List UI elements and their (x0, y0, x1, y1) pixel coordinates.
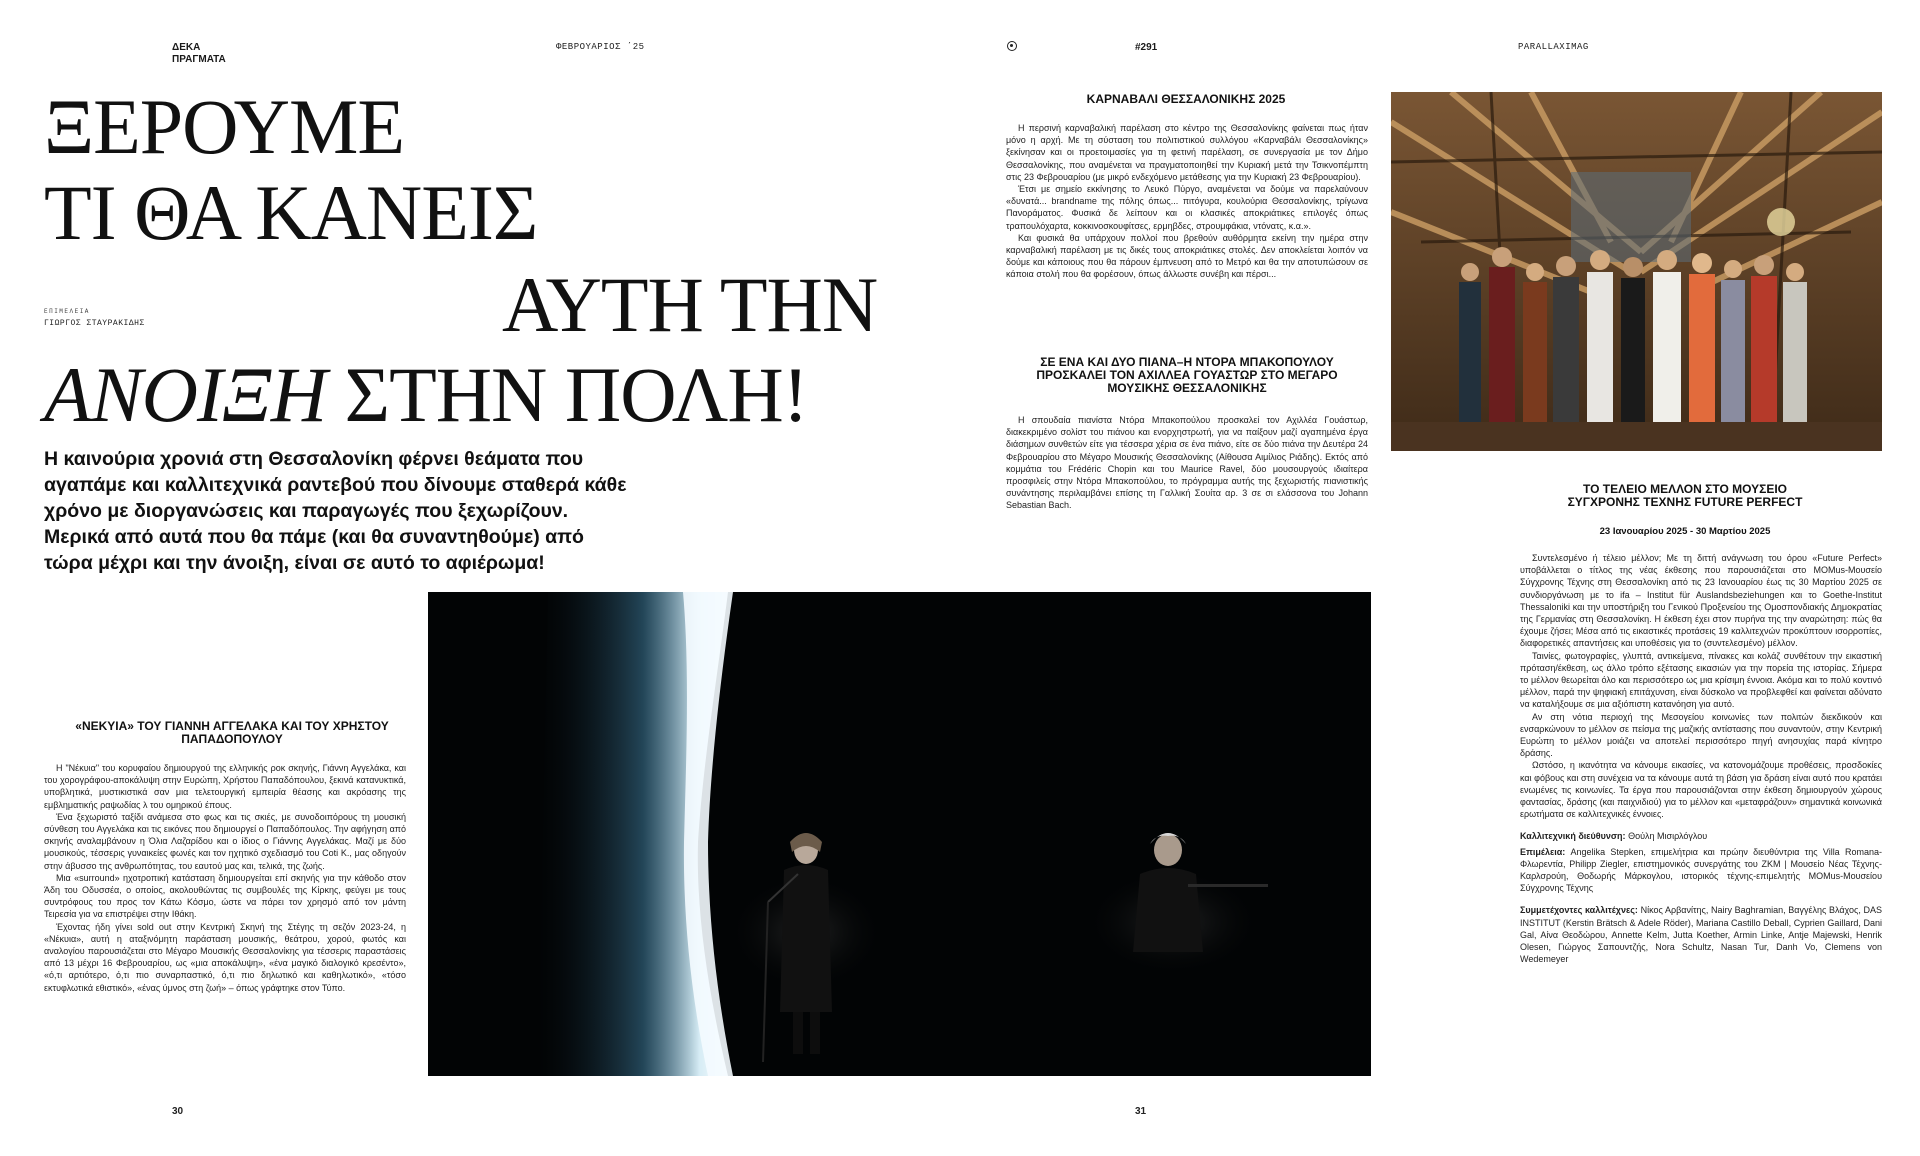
carnival-paragraph: Η περσινή καρναβαλική παρέλαση στο κέντρο της Θεσσαλονίκης φαίνεται πως ήταν μόνο η αρχή. Με τη σύσταση του πολιτιστικού συλλόγου «Καρναβάλι Θεσσαλονίκης» ξεκίνησαν και οι προετοιμασίες για τη φετινή παρέλαση, σε συνεργασία με τον Δήμο Θεσσαλονίκης, που αναμένεται να πραγματοποιηθεί την Κυριακή μετά την Τσικνοπέμπτη στις 23 Φεβρουαρίου (με μικρό ενδεχόμενο μετάθεσης για την Κυριακή 23 Φεβρουαρίου). (1006, 123, 1368, 182)
nekyia-paragraph: Ένα ξεχωριστό ταξίδι ανάμεσα στο φως και τις σκιές, με συνοδοιπόρους τη μουσική σύνθεση του Αγγελάκα και τις εικόνες που δημιουργεί ο Παπαδόπουλος. Την αφήγηση από σκηνής αναλαμβάνουν η Όλια Λαζαρίδου και ο ίδιος ο Γιάννης Αγγελάκας. Μαζί με δύο μουσικούς, τέσσερις γυναικείες φωνές και τον ηχητικό σχεδιασμό του Coti K., μας οδηγούν στην άβυσσο της ανθρωπότητας, του εαυτού μας και, τελικά, της ζωής. (44, 811, 406, 871)
section-label: ΔΕΚΑ ΠΡΑΓΜΑΤΑ (172, 42, 226, 65)
headline-line-1: ΞΕΡΟΥΜΕ (44, 83, 404, 170)
headline-line-2: ΤΙ ΘΑ ΚΑΝΕΙΣ (44, 169, 538, 256)
stage-photo (428, 592, 1371, 1076)
future-paragraph: Αν στη νότια περιοχή της Μεσογείου κοινωνίες των πολιτών διεκδικούν και ενσαρκώνουν το μέλλον σε πείσμα της μαζικής αντίστασης που συναντούν, στην Κεντρική Ευρώπη το μέλλον μοιάζει να αποτελεί περισσότερο πηγή ανησυχίας παρά κίνητρο δράσης. (1520, 711, 1882, 759)
lede-paragraph: Η καινούρια χρονιά στη Θεσσαλονίκη φέρνει θεάματα που αγαπάμε και καλλιτεχνικά ραντεβού που δίνουμε σταθερά κάθε χρόνο με διοργανώσεις και παραγωγές που ξεχωρίζουν. Μερικά από αυτά που θα πάμε (και θα συναντηθούμε) από τώρα μέχρι και την άνοιξη, είναι σε αυτό το αφιέρωμα! (44, 448, 627, 574)
future-paragraph: Ταινίες, φωτογραφίες, γλυπτά, αντικείμενα, πίνακες και κολάζ συνθέτουν την εικαστική πρόταση/έκθεση, ως άλλο τρόπο εξέτασης εικασιών για την πορεία της ιστορίας. Σήμερα το μέλλον θεωρείται όλο και περισσότερο ως μια κρίσιμη έννοια. Ακόμα και το πολύ κοντινό μέλλον, παρά την ψηφιακή επιτάχυνση, είναι δύσκολο να προβλεφθεί και φαίνεται αδύνατο να καταλήξουμε σε μια αξιόπιστη κατανόηση για αυτό. (1520, 650, 1882, 710)
carnival-paragraph: Και φυσικά θα υπάρχουν πολλοί που βρεθούν αυθόρμητα εκείνη την ημέρα στην καρναβαλική παρέλαση με τις δικές τους αποκριάτικες στολές. Δεν αποκλείεται λοιπόν να δούμε και κάποιους που θα πάρουν έμπνευση από το Μετρό και θα την αποτυπώσουν σε κάποια στολή που θα φορέσουν, όπως άλλωστε συνέβη και πέρσι... (1006, 232, 1368, 280)
nekyia-title: «ΝΕΚΥΙΑ» ΤΟΥ ΓΙΑΝΝΗ ΑΓΓΕΛΑΚΑ ΚΑΙ ΤΟΥ ΧΡΗΣΤΟΥ ΠΑΠΑΔΟΠΟΥΛΟΥ (75, 719, 389, 746)
credit-curation-label: Επιμέλεια: (1520, 846, 1566, 857)
future-body (1520, 552, 1882, 966)
target-icon (1007, 41, 1017, 51)
credit-curation-value: Angelika Stepken, επιμελήτρια και πρώην διευθύντρια της Villa Romana-Φλωρεντία, Philipp Ziegler, επιστημονικός συνεργάτης του ZKM | Μουσείο Νέας Τέχνης-Καρλσρούη, Θοδωρής Μάρκογλου, ιστορικός τέχνης-επιμελητής MOMus-Μουσείου Σύγχρονης Τέχνης (1520, 846, 1882, 894)
nekyia-paragraph: Έχοντας ήδη γίνει sold out στην Κεντρική Σκηνή της Στέγης τη σεζόν 2023-24, η «Νέκυια», αυτή η αταξινόμητη παράσταση μουσικής, θεάτρου, χορού, φωτός και αναλογίου παρουσιάζεται στο Μέγαρο Μουσικής Θεσσαλονίκης για τέσσερις παραστάσεις από 13 μέχρι 16 Φεβρουαρίου, ως «μια αποκάλυψη», «ένα μαγικό διαλογικό κρεσέντο», «ό,τι αρτιότερο, ό,τι πιο συναρπαστικό, ό,τι πιο δηλωτικό και καθηλωτικό», «τόσο εκτυφλωτικά εθιστικό», «ένας ύμνος στη ζωή» – όπως γράφτηκε στον Τύπο. (44, 921, 406, 993)
carnival-body (1006, 122, 1368, 281)
brand-name: PARALLAXIMAG (1518, 42, 1589, 52)
credit-name: ΓΙΩΡΓΟΣ ΣΤΑΥΡΑΚΙΔΗΣ (44, 319, 145, 328)
headline-line-4-rest: ΣΤΗΝ ΠΟΛΗ! (344, 351, 808, 438)
credit-artists (1520, 904, 1882, 965)
issue-date: ΦΕΒΡΟΥΑΡΙΟΣ ΄25 (556, 42, 645, 52)
piano-title: ΣΕ ΕΝΑ ΚΑΙ ΔΥΟ ΠΙΑΝΑ–Η ΝΤΟΡΑ ΜΠΑΚΟΠΟΥΛΟΥ ΠΡΟΣΚΑΛΕΙ ΤΟΝ ΑΧΙΛΛΕΑ ΓΟΥΑΣΤΩΡ ΣΤΟ ΜΕΓΑΡΟ ΜΟΥΣΙΚΗΣ ΘΕΣΣΑΛΟΝΙΚΗΣ (1036, 355, 1338, 395)
headline-line-4 (44, 352, 808, 438)
headline-italic-word: ΑΝΟΙΞΗ (44, 351, 327, 438)
future-paragraph: Ωστόσο, η ικανότητα να κάνουμε εικασίες, να κατονομάζουμε προθέσεις, προσδοκίες και φόβους και στη συνέχεια να τα κάνουμε αυτά τη βάση για δράση είναι αυτό που κρατάει ενωμένες τις κοινωνίες. Τα έργα που παρουσιάζονται στην έκθεση δημιουργούν χώρους φαντασίας, δράσης (και παιχνιδιού) για το μέλλον και «μεταφράζουν» σημαντικά κοινωνικά ερωτήματα σε καλλιτεχνικές έννοιες. (1520, 760, 1882, 820)
stage-photo-svg (428, 592, 1371, 1076)
nekyia-body (44, 762, 406, 994)
page-number-left: 30 (172, 1106, 184, 1117)
credit-label: ΕΠΙΜΕΛΕΙΑ (44, 308, 90, 315)
credit-artists-label: Συμμετέχοντες καλλιτέχνες: (1520, 905, 1638, 916)
issue-number: #291 (1135, 42, 1158, 53)
credit-direction-label: Καλλιτεχνική διεύθυνση: (1520, 831, 1626, 842)
piano-body (1006, 414, 1368, 512)
carnival-title: ΚΑΡΝΑΒΑΛΙ ΘΕΣΣΑΛΟΝΙΚΗΣ 2025 (1086, 92, 1286, 106)
future-title: ΤΟ ΤΕΛΕΙΟ ΜΕΛΛΟΝ ΣΤΟ ΜΟΥΣΕΙΟ ΣΥΓΧΡΟΝΗΣ ΤΕΧΝΗΣ FUTURE PERFECT (1567, 482, 1803, 509)
exhibition-photo (1391, 92, 1882, 451)
page-number-right: 31 (1135, 1106, 1147, 1117)
nekyia-paragraph: Η "Νέκυια" του κορυφαίου δημιουργού της ελληνικής ροκ σκηνής, Γιάννη Αγγελάκα, και του χορογράφου-αποκάλυψη στην Ευρώπη, Χρήστου Παπαδόπουλου, ξεκινά κατανυκτικά, υποβλητικά, μυστικιστικά σαν μια τελετουργική εμπειρία θέασης και ακρόασης της εμβληματικής ραψωδίας λ του ομηρικού έπους. (44, 763, 406, 810)
future-paragraph: Συντελεσμένο ή τέλειο μέλλον; Με τη διττή ανάγνωση του όρου «Future Perfect» υποβάλλεται ο τίτλος της νέας έκθεσης που παρουσιάζεται στο MOMus-Μουσείο Σύγχρονης Τέχνης στη Θεσσαλονίκη από τις 23 Ιανουαρίου έως τις 30 Μαρτίου 2025 σε συνδιοργάνωση με το ifa – Institut für Auslandsbeziehungen και το Goethe-Institut Thessaloniki και την υποστήριξη του Γενικού Προξενείου της Ομοσπονδιακής Δημοκρατίας της Γερμανίας στη Θεσσαλονίκη. Η έκθεση έχει στον πυρήνα της την αναρώτηση: πώς θα έχουμε ζήσει; Μέσα από τις εικαστικές προτάσεις 19 καλλιτεχνών προκύπτουν ισορροπίες, διαφορετικές απαντήσεις και υποθέσεις για το (συντελεσμένο) μέλλον. (1520, 553, 1882, 649)
credit-direction (1520, 830, 1882, 842)
credit-artists-value: Νίκος Αρβανίτης, Nairy Baghramian, Βαγγέλης Βλάχος, DAS INSTITUT (Kerstin Brätsch & Adele Röder), Mariana Castillo Deball, Cyprien Gaillard, Dani Gal, Αίνα Θεοδώρου, Annette Kelm, Jutta Koether, Armin Linke, Antje Majewski, Henrik Olesen, Γιώργος Σαπουντζής, Nora Schultz, Nasan Tur, Danh Vo, Clemens von Wedemeyer (1520, 905, 1882, 965)
exhibition-photo-svg (1391, 92, 1882, 451)
piano-paragraph: Η σπουδαία πιανίστα Ντόρα Μπακοπούλου προσκαλεί τον Αχιλλέα Γουάστωρ, διακεκριμένο σολίστ του πιάνου και ενορχηστρωτή, για να παίξουν μαζί αγαπημένα έργα διάσημων συνθετών είτε για τέσσερα χέρια σε ένα πιάνο, είτε σε δύο πιάνα την Δευτέρα 24 Φεβρουαρίου στο Μέγαρο Μουσικής Θεσσαλονίκης (Αίθουσα Αιμίλιος Ριάδης). Εκτός από κομμάτια του Frédéric Chopin και του Maurice Ravel, δύο μουσουργούς ιδιαίτερα προσφιλείς στην Ντόρα Μπακοπούλου, το πρόγραμμα αυτής της ξεχωριστής πιανιστικής συνάντησης περιλαμβάνει επίσης τη Γαλλική Σουίτα αρ. 3 σε σι ελάσσονα του Johann Sebastian Bach. (1006, 415, 1368, 511)
credit-direction-value: Θούλη Μισιρλόγλου (1628, 831, 1708, 842)
carnival-paragraph: Έτσι με σημείο εκκίνησης το Λευκό Πύργο, αναμένεται να δούμε να παρελαύνουν «δυνατά... brandname της πόλης όπως... πιτόγυρα, κουλούρια Θεσσαλονίκης, τρίγωνα Πανοράματος. Φυσικά δε λείπουν και οι κλασικές αποκριάτικες επιλογές όπως τραπουλόχαρτα, κοκκινοσκουφίτσες, ερμηβδες, στρουμφάκια, ντόνατς, κ.α.». (1006, 184, 1368, 231)
headline-line-3: ΑΥΤΗ ΤΗΝ (502, 261, 878, 348)
future-credits (1520, 830, 1882, 965)
nekyia-paragraph: Μια «surround» ηχοτροπική κατάσταση δημιουργείται επί σκηνής για την κάθοδο στον Άδη του Οδυσσέα, ο οποίος, ακολουθώντας τις συμβουλές της Κίρκης, φεύγει με τους συντρόφους του προς τον Κάτω Κόσμο, ώστε να πάρει τον χρησμό από τον μάντη Τειρεσία για να επιστρέψει στην Ιθάκη. (44, 872, 406, 920)
credit-curation (1520, 846, 1882, 895)
future-dates: 23 Ιανουαρίου 2025 - 30 Μαρτίου 2025 (1599, 526, 1771, 537)
